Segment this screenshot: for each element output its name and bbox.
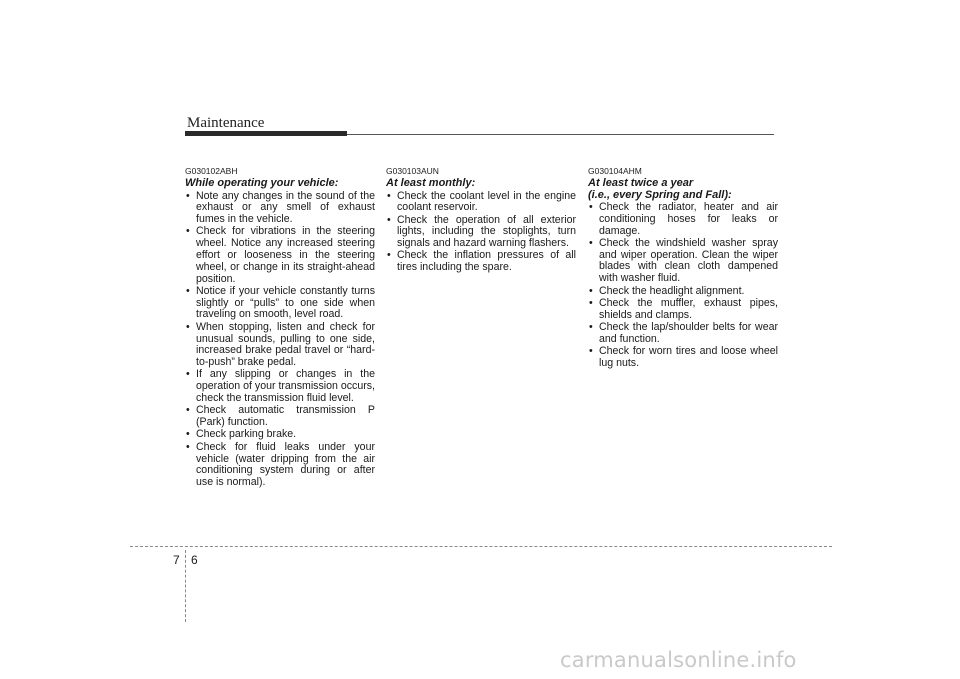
section-code: G030103AUN	[386, 166, 439, 176]
list-item: • Check the muffler, exhaust pipes, shields and clamps.	[588, 298, 778, 322]
section-heading: While operating your vehicle:	[185, 177, 339, 189]
section-title: Maintenance	[187, 115, 265, 131]
header-rule-thick	[185, 131, 347, 136]
list-item: • Note any changes in the sound of the exhaust or any smell of exhaust fumes in the vehicle.	[185, 191, 375, 226]
list-item: • Check parking brake.	[185, 429, 375, 441]
page-number-divider	[185, 550, 186, 622]
section-heading: At least twice a year (i.e., every Spring and Fall):	[588, 177, 732, 201]
watermark: carmanualsonline.info	[560, 648, 797, 672]
section-heading: At least monthly:	[386, 177, 476, 189]
list-item: • When stopping, listen and check for unusual sounds, pulling to one side, increased brake pedal travel or “hard-to-push” brake pedal.	[185, 322, 375, 369]
section-code: G030104AHM	[588, 166, 642, 176]
section-code: G030102ABH	[185, 166, 238, 176]
bullet-list	[185, 191, 375, 489]
list-item: • Check the headlight alignment.	[588, 286, 778, 298]
header-rule-thin	[347, 134, 774, 135]
list-item: • Notice if your vehicle constantly turns slightly or “pulls” to one side when traveling on smooth, level road.	[185, 286, 375, 321]
list-item: • Check for worn tires and loose wheel lug nuts.	[588, 346, 778, 370]
column-while-operating	[185, 166, 375, 489]
column-monthly	[386, 166, 576, 275]
list-item: • Check for vibrations in the steering wheel. Notice any increased steering effort or looseness in the steering wheel, or change in its straight-ahead position.	[185, 226, 375, 285]
footer-divider	[130, 546, 832, 547]
column-twice-a-year	[588, 166, 778, 370]
list-item: • Check the lap/shoulder belts for wear and function.	[588, 322, 778, 346]
bullet-list	[386, 191, 576, 275]
list-item: • Check the windshield washer spray and wiper operation. Clean the wiper blades with clean cloth dampened with washer fluid.	[588, 238, 778, 285]
list-item: • Check for fluid leaks under your vehicle (water dripping from the air conditioning system during or after use is normal).	[185, 442, 375, 489]
bullet-list	[588, 202, 778, 370]
list-item: • Check the radiator, heater and air conditioning hoses for leaks or damage.	[588, 202, 778, 237]
chapter-number: 7	[173, 553, 180, 567]
list-item: • Check the coolant level in the engine coolant reservoir.	[386, 191, 576, 215]
page-number: 6	[191, 553, 198, 567]
list-item: • If any slipping or changes in the operation of your transmission occurs, check the transmission fluid level.	[185, 369, 375, 404]
list-item: • Check automatic transmission P (Park) function.	[185, 405, 375, 429]
list-item: • Check the inflation pressures of all tires including the spare.	[386, 250, 576, 274]
list-item: • Check the operation of all exterior lights, including the stoplights, turn signals and hazard warning flashers.	[386, 215, 576, 250]
